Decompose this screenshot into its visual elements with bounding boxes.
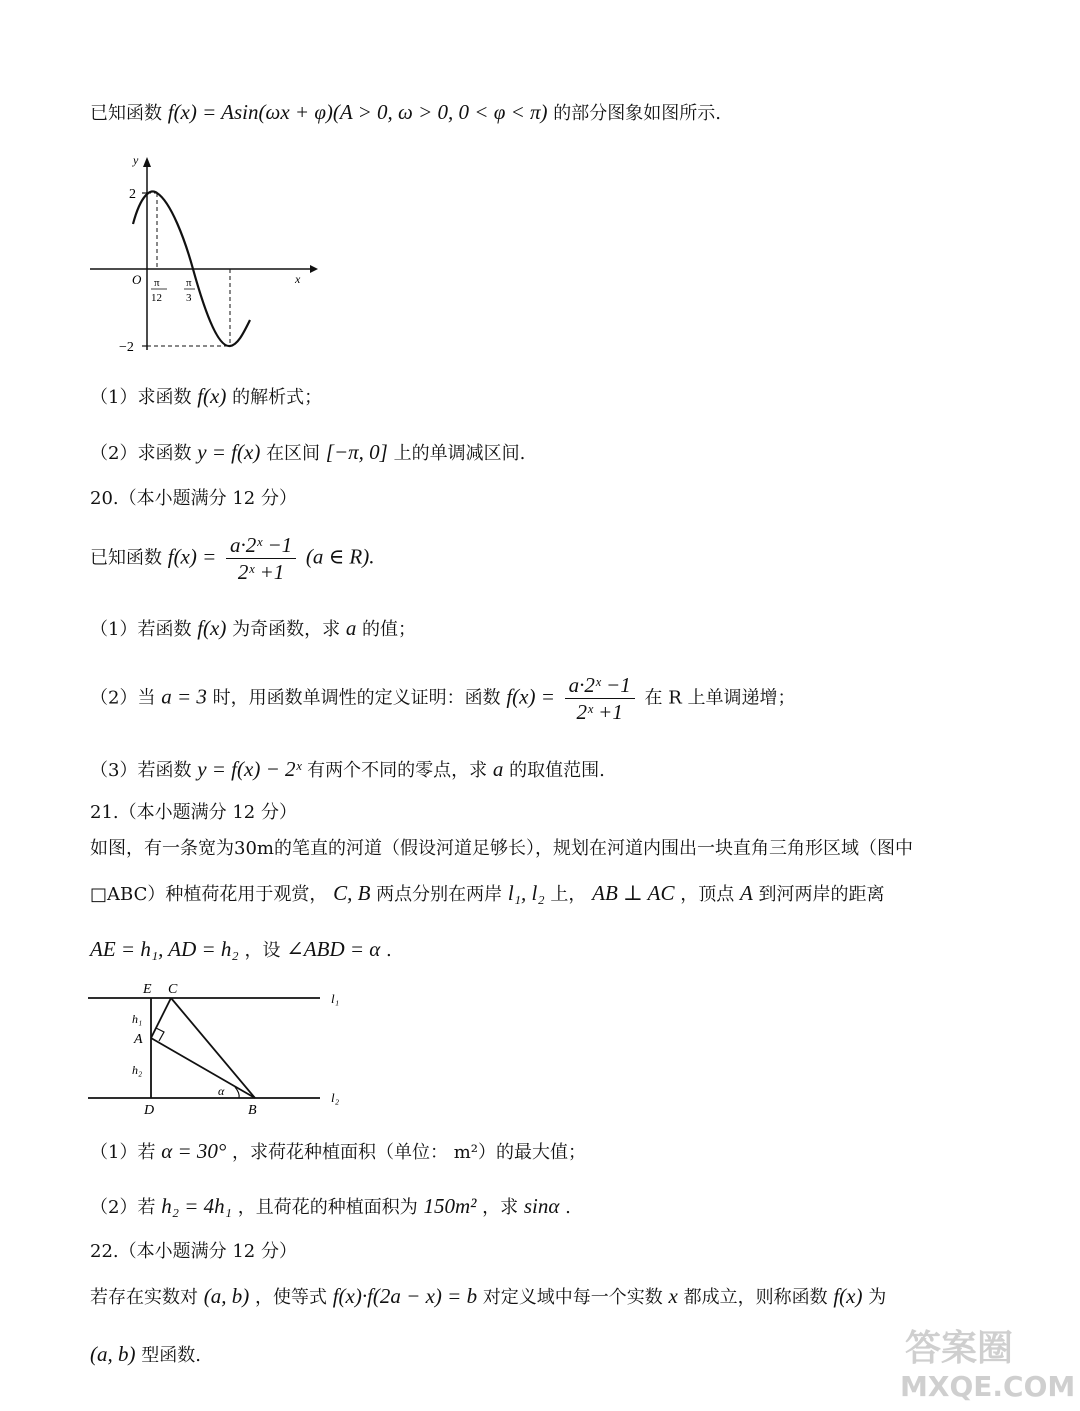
q20-frac-den: 2ˣ +1 <box>237 560 285 584</box>
q19-sine-graph <box>85 150 320 360</box>
q22-line1-x: x <box>668 1284 678 1308</box>
q22-header: 22.（本小题满分 12 分） <box>90 1241 297 1262</box>
q20-part2-post: 在 R 上单调递增； <box>644 687 796 709</box>
x-tick2-den: 3 <box>186 292 192 304</box>
q19-part2-post: 上的单调减区间. <box>393 443 526 464</box>
label-B: B <box>248 1103 257 1118</box>
q19-intro-post: 的部分图象如图所示. <box>553 103 721 124</box>
q21-part2 <box>90 1194 571 1220</box>
q19-part1-pre: （1）求函数 <box>90 387 192 408</box>
origin-label: O <box>132 272 142 287</box>
y-top-label: 2 <box>129 187 136 202</box>
watermark-url: MXQE.COM <box>900 1370 1076 1403</box>
q21-part1-pre: （1）若 <box>90 1142 156 1163</box>
label-E: E <box>143 982 152 997</box>
q21-line2-cb: C, B <box>333 881 371 905</box>
watermark-logo: 答案圈 <box>905 1328 1014 1369</box>
segment-AC <box>151 998 171 1038</box>
q19-part2-formula: y = f(x) <box>197 440 261 464</box>
q21-part1-cond: α = 30° <box>161 1139 227 1163</box>
q20-part2-lhs: f(x) = <box>506 684 555 709</box>
q20-part2-frac-num: a·2ˣ −1 <box>565 672 635 699</box>
q20-part2-pre: （2）当 <box>90 687 156 709</box>
x-tick2-num: π <box>186 277 192 289</box>
q21-part1-post: ，求荷花种植面积（单位： m²）的最大值； <box>232 1142 587 1163</box>
q22-line1-mid1: ，使等式 <box>254 1287 327 1308</box>
q20-header: 20.（本小题满分 12 分） <box>90 488 297 509</box>
q19-part1-post: 的解析式； <box>232 387 323 408</box>
segment-AB <box>151 1038 255 1098</box>
q20-part3-post: 的取值范围. <box>509 760 605 781</box>
x-tick1-num: π <box>154 277 160 289</box>
q21-part2-end: . <box>565 1197 571 1218</box>
q21-line3-mid: ，设 <box>244 940 281 961</box>
q22-line1-eq: f(x)·f(2a − x) = b <box>332 1284 478 1308</box>
q21-line3-post: . <box>386 940 392 961</box>
q21-part2-pre: （2）若 <box>90 1197 156 1218</box>
label-h1: h₁ <box>132 1012 143 1026</box>
q20-part1 <box>90 616 416 642</box>
q20-part3-pre: （3）若函数 <box>90 760 192 781</box>
x-axis-arrow <box>310 265 318 273</box>
q21-line2-a: A <box>739 881 753 905</box>
q21-part2-ask: sinα <box>523 1194 560 1218</box>
q22-line1-post: 为 <box>868 1287 887 1308</box>
q19-part2 <box>90 440 525 466</box>
q19-part1 <box>90 384 322 410</box>
q19-part2-mid: 在区间 <box>266 443 321 464</box>
q20-part2-mid: 时，用函数单调性的定义证明：函数 <box>212 687 501 709</box>
q22-line1 <box>90 1284 886 1310</box>
q21-line2-perp: AB ⊥ AC <box>592 881 675 905</box>
q22-line1-mid2: 对定义域中每一个实数 <box>482 1287 663 1308</box>
q21-line3-formula: AE = h₁, AD = h₂ <box>90 937 239 961</box>
q22-line2-post: 型函数. <box>141 1345 201 1366</box>
q20-intro <box>90 532 374 585</box>
q20-part2-fraction <box>565 672 635 725</box>
q19-part2-pre: （2）求函数 <box>90 443 192 464</box>
q20-part1-formula: f(x) <box>197 616 227 640</box>
q20-frac-num: a·2ˣ −1 <box>226 532 296 559</box>
y-bottom-label: −2 <box>119 340 134 355</box>
q20-intro-lhs: f(x) = <box>167 544 217 569</box>
q20-part3-mid: 有两个不同的零点，求 <box>307 760 488 781</box>
q20-intro-fraction <box>226 532 296 585</box>
q21-line2-pre: □ABC）种植荷花用于观赏， <box>90 884 328 905</box>
q20-part1-mid: 为奇函数，求 <box>232 619 341 640</box>
q21-line2-post: 到河两岸的距离 <box>758 884 885 905</box>
q21-line3 <box>90 937 392 963</box>
q20-part2-frac-den: 2ˣ +1 <box>576 700 623 724</box>
q19-intro <box>90 100 721 126</box>
q20-part2-cond: a = 3 <box>161 684 207 709</box>
q21-line3-angle: ∠ABD = α <box>286 937 381 961</box>
q22-line2-pair: (a, b) <box>90 1342 136 1366</box>
q22-line1-pair: (a, b) <box>203 1284 250 1308</box>
q20-intro-post: (a ∈ R). <box>305 544 375 569</box>
x-tick1-den: 12 <box>151 292 162 304</box>
q21-part2-mid: ，且荷花的种植面积为 <box>237 1197 418 1218</box>
y-axis-label: y <box>133 153 139 167</box>
q21-line2 <box>90 881 885 907</box>
q21-line2-l: l₁, l₂ <box>507 881 545 905</box>
q21-river-figure <box>85 975 355 1120</box>
right-angle-mark <box>156 1028 164 1041</box>
label-l1: l₁ <box>331 991 340 1006</box>
q19-part2-interval: [−π, 0] <box>325 440 388 464</box>
q22-line2 <box>90 1342 201 1368</box>
q20-part1-pre: （1）若函数 <box>90 619 192 640</box>
label-h2: h₂ <box>132 1063 143 1077</box>
q21-line1: 如图，有一条宽为30m的笔直的河道（假设河道足够长），规划在河道内围出一块直角三角形区域（图中 <box>90 838 913 859</box>
q20-part3 <box>90 757 605 783</box>
q19-intro-formula: f(x) = Asin(ωx + φ)(A > 0, ω > 0, 0 < φ < π) <box>167 100 548 124</box>
q20-part3-formula: y = f(x) − 2ˣ <box>197 757 302 781</box>
label-l2: l₂ <box>331 1090 340 1105</box>
q20-part3-var: a <box>492 757 504 781</box>
label-C: C <box>168 982 178 997</box>
q21-line2-mid2: 上， <box>550 884 587 905</box>
q22-line1-f: f(x) <box>833 1284 863 1308</box>
q19-intro-pre: 已知函数 <box>90 103 162 124</box>
q21-line2-mid1: 两点分别在两岸 <box>376 884 503 905</box>
q21-part2-post: ，求 <box>482 1197 519 1218</box>
segment-CB <box>171 998 255 1098</box>
q21-part2-area: 150m² <box>423 1194 477 1218</box>
q21-part1 <box>90 1139 586 1165</box>
q19-part1-formula: f(x) <box>197 384 227 408</box>
q20-part1-var: a <box>345 616 357 640</box>
label-A: A <box>134 1032 143 1047</box>
q22-line1-mid3: 都成立，则称函数 <box>683 1287 828 1308</box>
q21-header: 21.（本小题满分 12 分） <box>90 802 297 823</box>
label-D: D <box>144 1103 155 1118</box>
q20-part2 <box>90 672 795 725</box>
label-alpha: α <box>218 1084 225 1098</box>
q20-intro-pre: 已知函数 <box>90 547 162 569</box>
y-axis-arrow <box>143 157 151 167</box>
q21-part2-cond: h₂ = 4h₁ <box>161 1194 232 1218</box>
x-axis-label: x <box>295 272 301 286</box>
q22-line1-pre: 若存在实数对 <box>90 1287 198 1308</box>
q21-line2-mid3: ，顶点 <box>680 884 735 905</box>
q20-part1-post: 的值； <box>362 619 417 640</box>
